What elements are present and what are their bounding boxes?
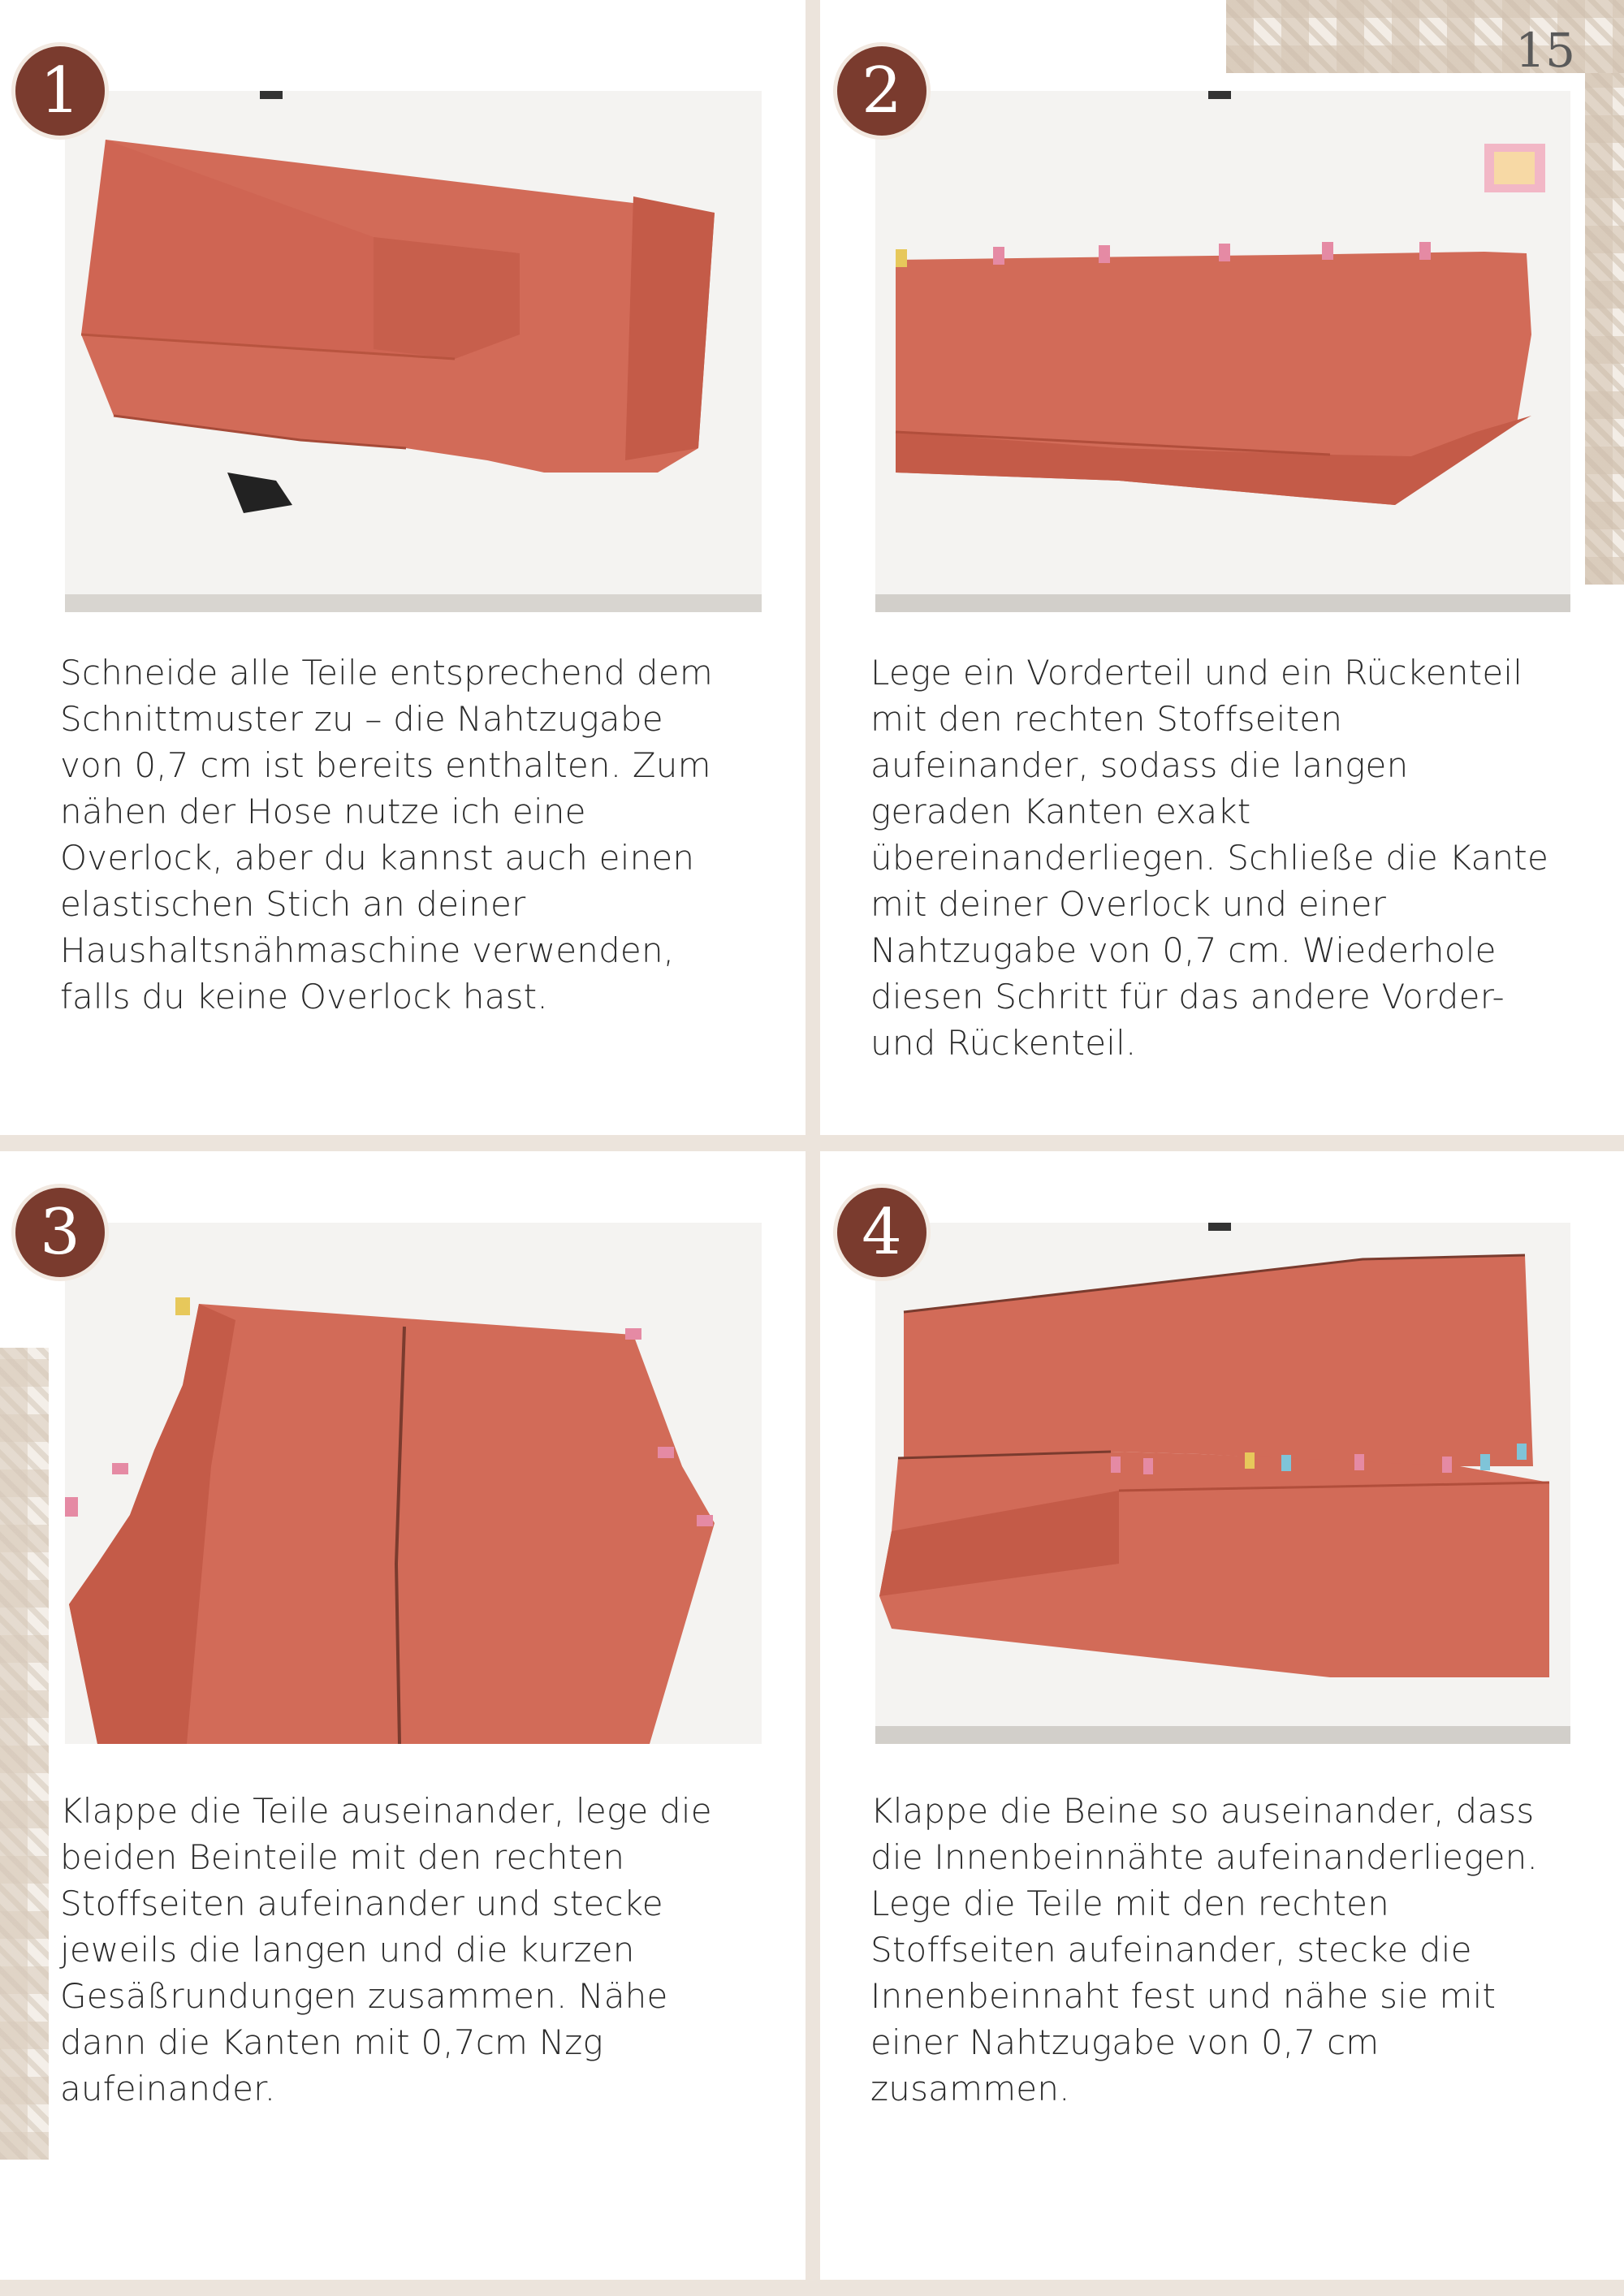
step-3-photo: [65, 1223, 762, 1744]
step-2-photo: [875, 91, 1570, 612]
step-1-text: Schneide alle Teile entsprechend dem Schnittmuster zu – die Nahtzugabe von 0,7 cm ist bereits enthalten. Zum nähen der Hose nutze ich eine Overlock, aber du kannst auch einen elastischen Stich an deiner Haushaltsnähmaschine verwenden, falls du keine Overlock hast.: [60, 653, 713, 1016]
step-1-photo: [65, 91, 762, 612]
step-4-badge: 4: [833, 1184, 931, 1281]
step-4-text: Klappe die Beine so auseinander, dass die Innenbeinnähte aufeinanderliegen. Lege die Teile mit den rechten Stoffseiten aufeinander, stecke die Innenbeinnaht fest und nähe sie mit einer Nahtzugabe von 0,7 cm zusammen.: [870, 1791, 1539, 2108]
step-3-text: Klappe die Teile auseinander, lege die beiden Beinteile mit den rechten Stoffseiten aufeinander und stecke jeweils die langen und die kurzen Gesäßrundungen zusammen. Nähe dann die Kanten mit 0,7cm Nzg aufeinander.: [60, 1791, 712, 2108]
step-3-badge: 3: [11, 1184, 109, 1281]
step-1-badge: 1: [11, 42, 109, 140]
step-2-badge: 2: [833, 42, 931, 140]
opened-leg-pieces-icon: [65, 1223, 762, 1744]
step-2-text: Lege ein Vorderteil und ein Rückenteil mit den rechten Stoffseiten aufeinander, sodass die langen geraden Kanten exakt übereinanderliegen. Schließe die Kante mit deiner Overlock und einer Nahtzugabe von 0,7 cm. Wiederhole diesen Schritt für das andere Vorder- und Rückenteil.: [870, 653, 1548, 1063]
page-number: 15: [1515, 23, 1575, 78]
step-4-photo: [875, 1223, 1570, 1744]
gingham-pattern-left-edge: [0, 1348, 49, 2160]
inseam-pinned-icon: [875, 1223, 1570, 1744]
fabric-pieces-icon: [65, 91, 762, 612]
gingham-pattern-right-edge: [1585, 73, 1624, 585]
pinned-leg-pieces-icon: [875, 91, 1570, 612]
